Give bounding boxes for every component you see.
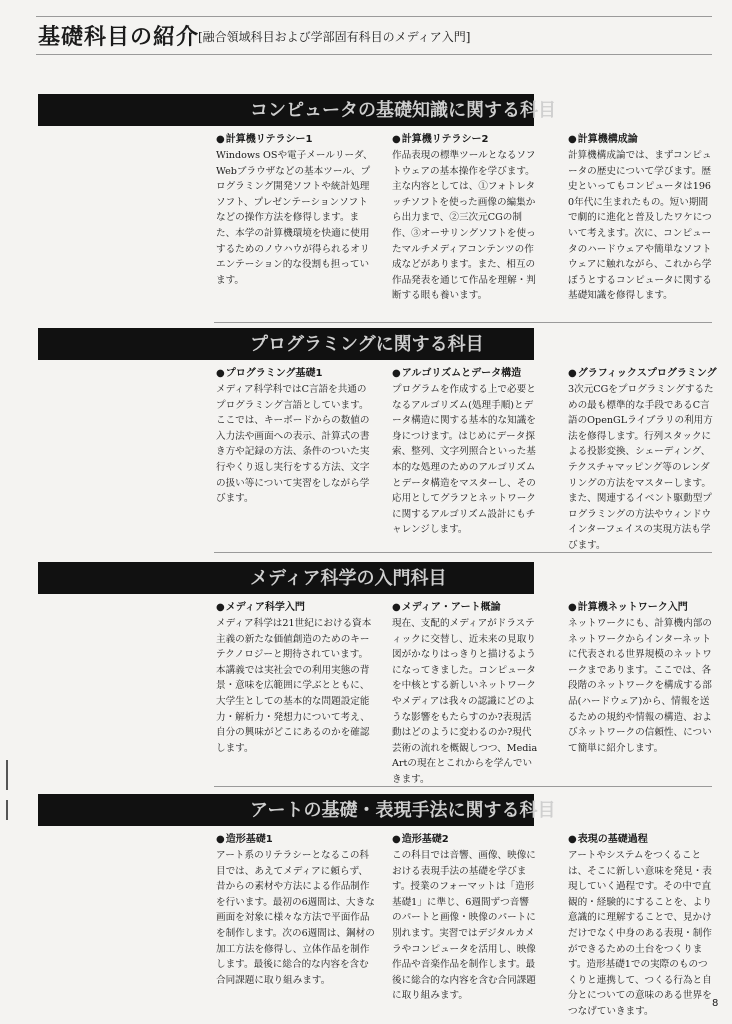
section-rule [214,786,712,787]
course-description: メディア科学は21世紀における資本主義の新たな価値創造のためのキーテクノロジーと期待されています。本講義では実社会での利用実態の背景・意味を広範囲に学ぶとともに、大学生としての基本的な問題設定能力・解析力・発想力について考え、自分の興味がどこにあるのかを確認します。 [216,618,372,754]
course-heading: ● 造形基礎2 [392,830,538,845]
binding-mark [6,800,8,820]
course-column [392,364,538,538]
course-heading: ● プログラミング基礎1 [216,364,376,379]
page-title: 基礎科目の紹介 [38,25,200,50]
top-rule [36,16,712,17]
course-description: アート系のリテラシーとなるこの科目では、あえてメディアに頼らず、昔からの素材や方法による作品制作を行います。最初の6週間は、大きな画面を対象に様々な方法で平面作品を制作します。次の6週間は、鋼材の加工方法を修得し、立体作品を制作します。最後に総合的な内容を含む合同課題に取り組みます。 [216,850,375,986]
course-column [568,830,719,1020]
course-heading: ● アルゴリズムとデータ構造 [392,364,538,379]
section-title: コンピュータの基礎知識に関する科目 [250,100,556,121]
course-column [568,130,716,304]
section-title: メディア科学の入門科目 [250,568,447,589]
course-heading: ● 表現の基礎過程 [568,830,716,845]
course-column [216,830,376,988]
course-column [392,830,538,1004]
course-column [392,130,538,304]
binding-mark [6,760,8,790]
section-banner [38,328,534,360]
section-banner [38,562,534,594]
course-description: プログラムを作成する上で必要となるアルゴリズム(処理手順)とデータ構造に関する基本的な知識を身につけます。はじめにデータ探索、整列、文字列照合といった基本的な処理のためのアルゴリズムとデータ構造をマスターし、その応用としてグラフとネットワークに関するアルゴリズム設計にもチャレンジします。 [392,384,536,536]
course-heading: ● メディア・アート概論 [392,598,538,613]
course-description: 現在、支配的メディアがドラスティックに交替し、近未来の見取り図がかなりはっきりと描けるようになってきました。コンピュータを中核とする新しいネットワークやメディアは我々の認識にどのような影響をもたらすのか?表現活動はどのように変わるのか?現代芸術の流れを概観しつつ、Media Artの現在とこれからを学んでいきます。 [392,618,538,785]
course-description: メディア科学科ではC言語を共通のプログラミング言語としています。ここでは、キーボードからの数値の入力法や画面への表示、計算式の書き方や記録の方法、条件のついた実行やくり返し実行をする方法、文字の扱い等について実習をしながら学びます。 [216,384,370,505]
course-column [216,598,376,756]
section-banner [38,94,556,126]
course-column [216,130,376,288]
course-description: 作品表現の標準ツールとなるソフトウェアの基本操作を学びます。主な内容としては、①フォトレタッチソフトを使った画像の編集から出力まで、②三次元CGの制作、③オーサリングソフトを使ったマルチメディアコンテンツの作成などがあります。また、相互の作品発表を通じて作品を理解・判断する眼も養います。 [392,150,536,302]
course-description: この科目では音響、画像、映像における表現手法の基礎を学びます。授業のフォーマットは「造形基礎1」に準じ、6週間ずつ音響のパートと画像・映像のパートに別れます。実習ではデジタルカメラやコンピュータを活用し、映像作品や音楽作品を制作します。最後に総合的な内容を含む合同課題に取り組みます。 [392,850,536,1002]
section-title: アートの基礎・表現手法に関する科目 [250,800,556,821]
course-column [568,364,716,554]
section-rule [214,552,712,553]
course-heading: ● 計算機ネットワーク入門 [568,598,716,613]
course-heading: ● グラフィックスプログラミング [568,364,716,379]
section-rule [214,322,712,323]
course-column [392,598,538,788]
course-heading: ● 計算機リテラシー2 [392,130,538,145]
course-description: 計算機構成論では、まずコンピュータの歴史について学びます。歴史といってもコンピュータは1960年代に生まれたもの。短い期間で劇的に進化と普及したワケについて考えます。次に、コンピュータのハードウェアや簡単なソフトウェアに触れながら、これから学ぼうとするコンピュータに関する基礎知識を修得します。 [568,150,712,302]
course-column [216,364,376,507]
course-heading: ● 計算機構成論 [568,130,716,145]
course-heading: ● 造形基礎1 [216,830,376,845]
course-description: Windows OSや電子メールリーダ、Webブラウザなどの基本ツール、プログラミング開発ソフトや統計処理ソフト、プレゼンテーションソフトなどの操作方法を修得します。また、本学の計算機環境を快適に使用するためのノウハウが得られるオリエンテーション的な役割も担っています。 [216,150,373,286]
page-subtitle: [融合領域科目および学部固有科目のメディア入門] [198,30,471,44]
page-number: 8 [712,998,719,1009]
course-heading: ● メディア科学入門 [216,598,376,613]
section-banner [38,794,556,826]
course-heading: ● 計算機リテラシー1 [216,130,376,145]
course-description: アートやシステムをつくることは、そこに新しい意味を発見・表現していく過程です。その中で直観的・経験的にすることを、より意識的に理解することで、見かけだけでなく中身のある表現・制作ができるための土台をつくります。造形基礎1での実際のものつくりと連携して、つくる行為と自分とについての意味のある世界をつなげていきます。 [568,850,712,1017]
header-rule [36,54,712,55]
course-column [568,598,716,756]
course-description: ネットワークにも、計算機内部のネットワークからインターネットに代表される世界規模のネットワークまであります。ここでは、各段階のネットワークを構成する部品(ハードウェア)から、情報を送るための規約や情報の構造、およびネットワークの信頼性、について簡単に紹介します。 [568,618,712,754]
section-title: プログラミングに関する科目 [250,334,484,355]
course-description: 3次元CGをプログラミングするための最も標準的な手段であるC言語のOpenGLライブラリの利用方法を修得します。行列スタックによる投影変換、シェーディング、テクスチャマッピング等のレンダリングの方法をマスターします。また、関連するイベント駆動型プログラミングの方法やウィンドウインターフェイスの実現方法も学びます。 [568,384,714,551]
